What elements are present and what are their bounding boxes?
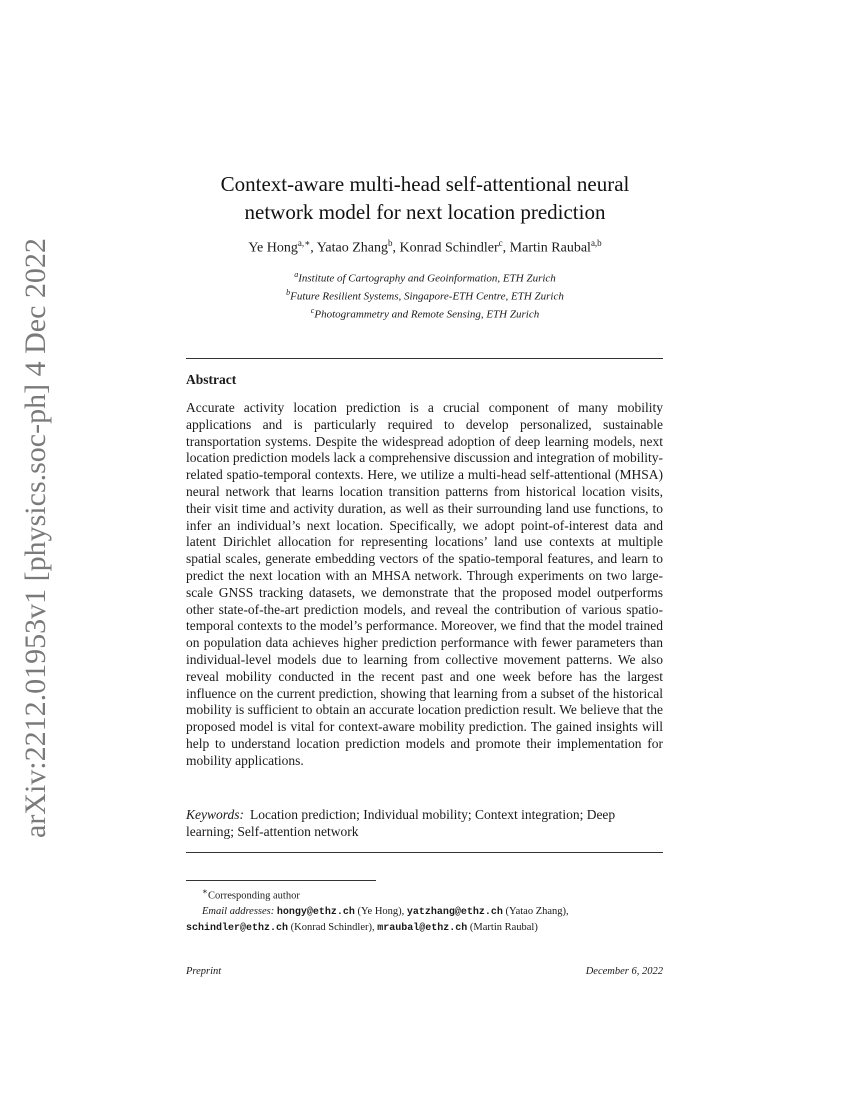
paper-title-line-1: Context-aware multi-head self-attentional neural	[220, 172, 630, 196]
affiliation-mark: c	[310, 306, 315, 316]
affiliation-item	[185, 304, 665, 322]
email-owner: (Martin Raubal)	[469, 921, 538, 933]
abstract-heading: Abstract	[186, 372, 237, 387]
footer-preprint-label: Preprint	[186, 966, 222, 977]
affiliation-item	[185, 286, 665, 304]
affiliation-item	[185, 268, 665, 286]
author-affiliation-mark: b	[388, 238, 393, 248]
email-addresses-line-2	[186, 920, 663, 936]
email-owner: (Yatao Zhang),	[505, 905, 569, 917]
corresponding-mark: ∗	[202, 886, 208, 896]
email-link[interactable]: mraubal@ethz.ch	[377, 922, 468, 934]
email-owner: (Ye Hong),	[357, 905, 405, 917]
abstract-bottom-rule	[186, 852, 663, 853]
author-name: Ye Hong	[248, 240, 298, 256]
keywords-section	[186, 806, 663, 840]
email-addresses-line	[186, 904, 663, 920]
affiliation-text: Future Resilient Systems, Singapore-ETH Centre, ETH Zurich	[290, 290, 564, 303]
arxiv-identifier-stamp: arXiv:2212.01953v1 [physics.soc-ph] 4 Dec 2022	[19, 238, 52, 838]
affiliation-text: Photogrammetry and Remote Sensing, ETH Zurich	[314, 308, 540, 321]
affiliation-mark: b	[286, 288, 291, 298]
email-link[interactable]: schindler@ethz.ch	[186, 922, 289, 934]
author-name: Martin Raubal	[509, 240, 591, 256]
footer-date: December 6, 2022	[585, 966, 663, 977]
paper-title	[185, 170, 665, 226]
abstract-top-rule	[186, 358, 663, 359]
keywords-text: Location prediction; Individual mobility; Context integration; Deep learning; Self-attention network	[186, 807, 616, 839]
email-link[interactable]: hongy@ethz.ch	[276, 906, 355, 918]
affiliation-list	[185, 268, 665, 322]
author-name: Konrad Schindler	[399, 240, 499, 256]
abstract-text: Accurate activity location prediction is a crucial component of many mobility applications and is particularly required to develop personalized, sustainable transportation systems. Despite the widespread adoption of deep learning models, next location prediction models lack a comprehensive discussion and integration of mobility-related spatio-temporal contexts. Here, we utilize a multi-head self-attentional (MHSA) neural network that learns location transition patterns from historical location visits, their visit time and activity duration, as well as their surrounding land use functions, to infer an individual’s next location. Specifically, we adopt point-of-interest data and latent Dirichlet allocation for representing locations’ land use contexts at multiple spatial scales, generate embedding vectors of the spatio-temporal features, and learn to predict the next location with an MHSA network. Through experiments on two large-scale GNSS tracking datasets, we demonstrate that the proposed model outperforms other state-of-the-art prediction models, and reveal the contribution of various spatio-temporal contexts to the model’s performance. Moreover, we find that the model trained on population data achieves higher prediction performance with fewer parameters than individual-level models due to learning from collective movement patterns. We also reveal mobility conducted in the recent past and one week before has the largest influence on the current prediction, showing that learning from a subset of the historical mobility is sufficient to obtain an accurate location prediction result. We believe that the proposed model is vital for context-aware mobility prediction. The gained insights will help to understand location prediction models and promote their implementation for mobility applications.	[186, 400, 663, 768]
affiliation-text: Institute of Cartography and Geoinformation, ETH Zurich	[298, 272, 556, 285]
footnote-rule	[186, 880, 376, 881]
keywords-label: Keywords:	[186, 807, 244, 822]
email-label: Email addresses:	[202, 905, 275, 917]
author-affiliation-mark: c	[498, 238, 503, 248]
author-name: Yatao Zhang	[316, 240, 389, 256]
paper-title-line-2: network model for next location prediction	[244, 200, 606, 224]
affiliation-mark: a	[294, 270, 299, 279]
email-link[interactable]: yatzhang@ethz.ch	[406, 906, 503, 918]
author-list: Ye Hong$^{a,∗}$, Yatao Zhang$^b$, Konrad Schindler$^c$, Martin Raubal$^{a,b}$	[248, 238, 602, 256]
author-affiliation-mark: a,b	[590, 238, 602, 248]
footnotes	[186, 884, 663, 936]
corresponding-author-note	[186, 884, 663, 904]
author-affiliation-mark: a,∗	[297, 238, 311, 248]
corresponding-author-text: Corresponding author	[207, 890, 300, 902]
email-owner: (Konrad Schindler),	[290, 921, 375, 933]
